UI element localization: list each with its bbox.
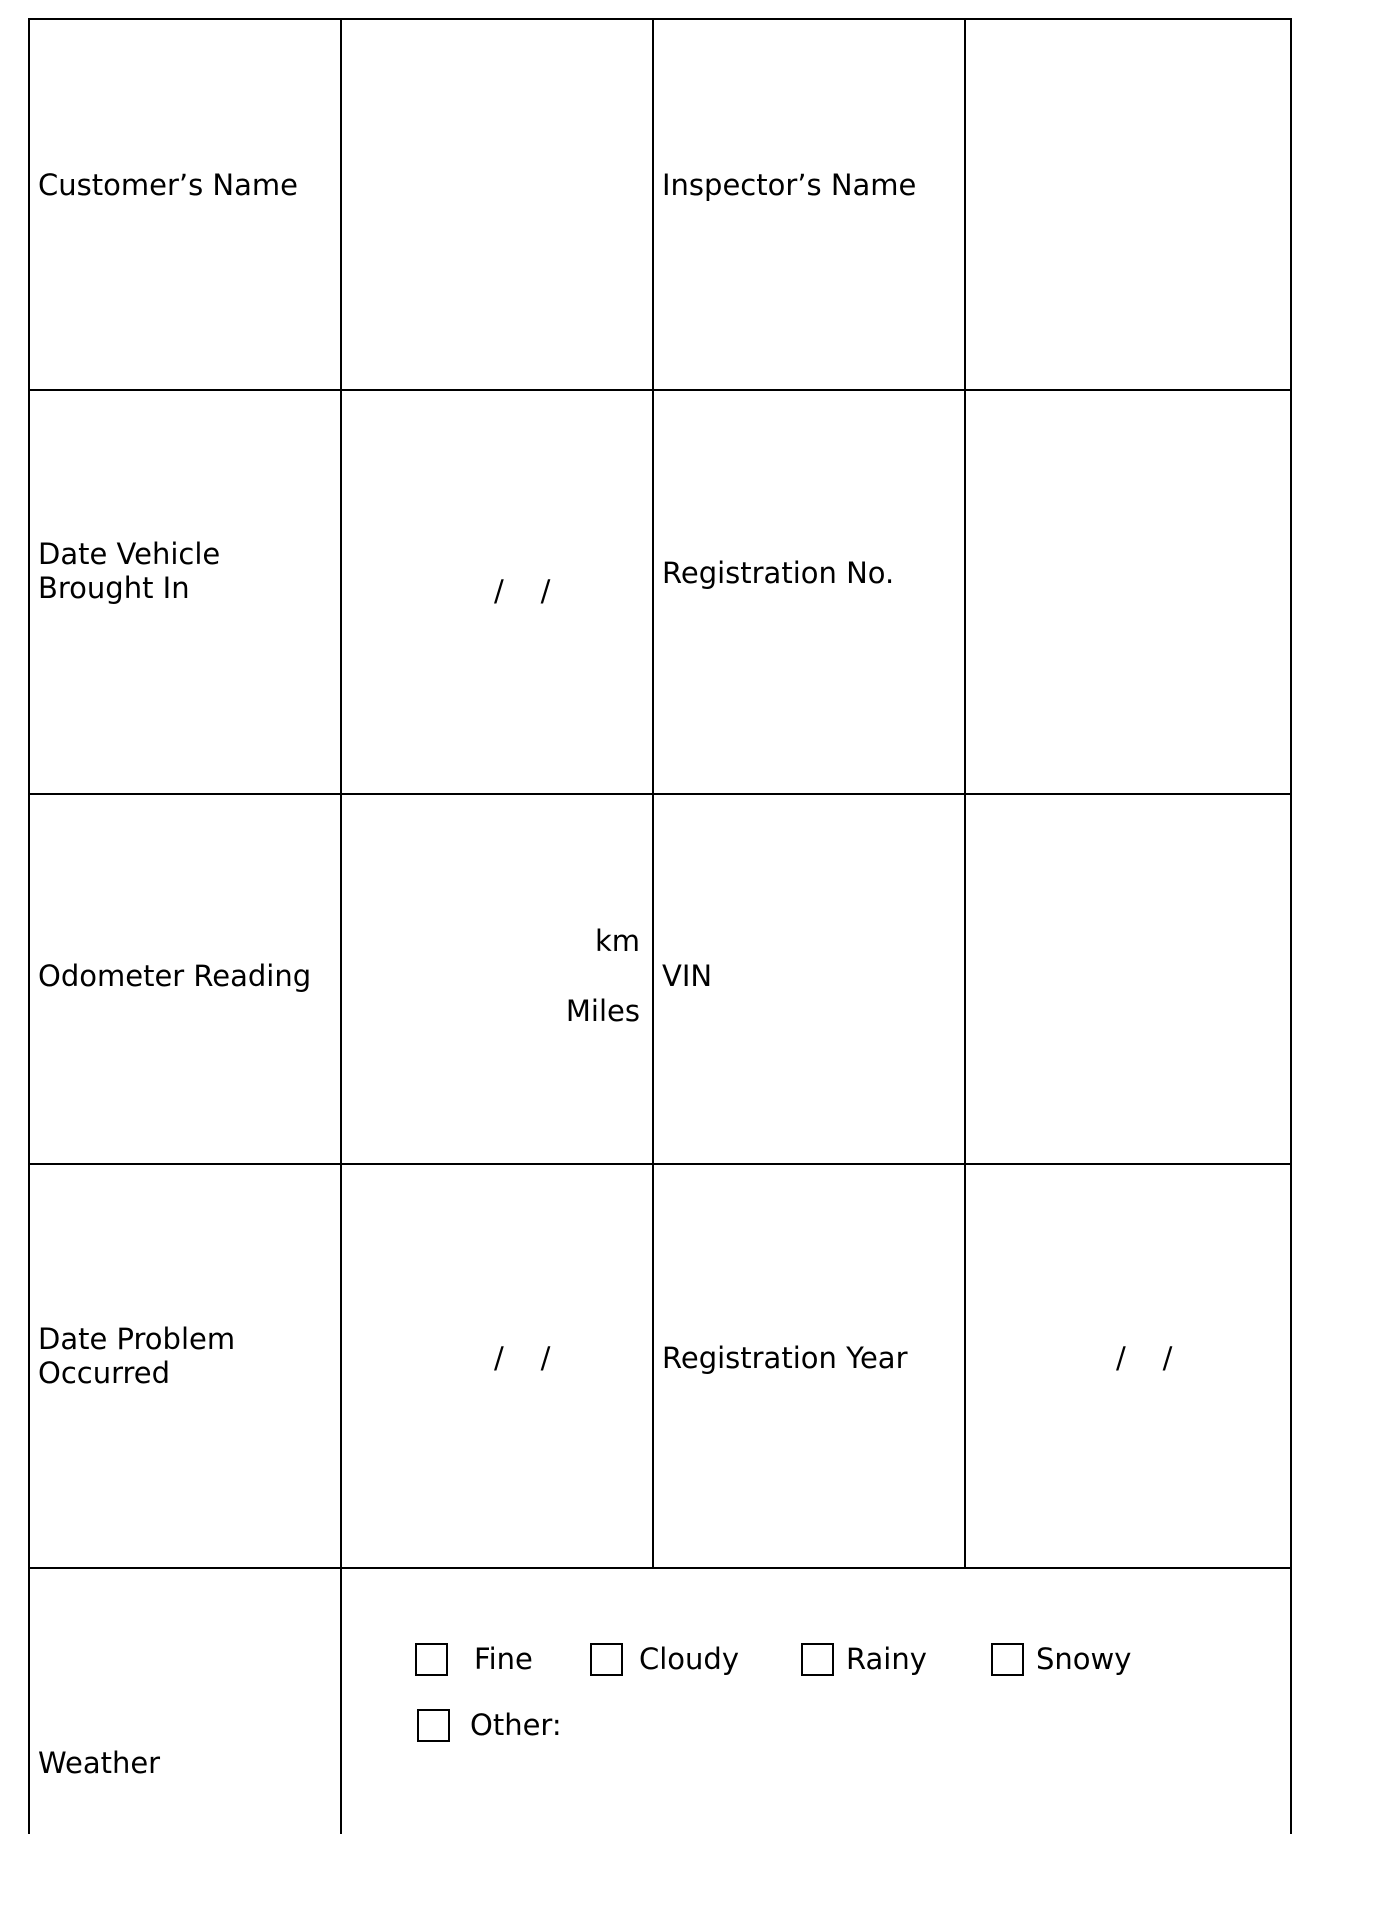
- weather-label: Weather: [38, 1746, 161, 1780]
- odometer-reading-label: Odometer Reading: [38, 959, 312, 993]
- weather-option-label: Rainy: [846, 1642, 927, 1676]
- date-problem-occurred-label-line1: Date Problem: [38, 1322, 236, 1356]
- registration-no-field[interactable]: [966, 391, 1290, 793]
- registration-year-field[interactable]: [966, 1165, 1290, 1567]
- date-vehicle-brought-in-label-line1: Date Vehicle: [38, 537, 221, 571]
- grid-line: [652, 18, 654, 1568]
- date-problem-occurred-field[interactable]: [342, 1165, 652, 1567]
- date-vehicle-brought-in-field[interactable]: [342, 391, 652, 793]
- inspector-name-field[interactable]: [966, 20, 1290, 389]
- date-separators: / /: [494, 1341, 551, 1375]
- odometer-reading-field[interactable]: [342, 795, 652, 1163]
- weather-option-label: Other:: [470, 1708, 562, 1742]
- customer-name-label: Customer’s Name: [38, 168, 298, 202]
- weather-option-label: Fine: [474, 1642, 533, 1676]
- date-separators: / /: [494, 574, 551, 608]
- vin-field[interactable]: [966, 795, 1290, 1163]
- vehicle-inspection-form: [28, 18, 1292, 1834]
- date-problem-occurred-label-line2: Occurred: [38, 1356, 171, 1390]
- weather-option-cloudy[interactable]: [590, 1642, 739, 1676]
- checkbox[interactable]: [590, 1643, 623, 1676]
- checkbox[interactable]: [417, 1709, 450, 1742]
- unit-km: km: [594, 924, 640, 958]
- date-vehicle-brought-in-label-line2: Brought In: [38, 571, 190, 605]
- grid-line: [28, 1567, 1292, 1569]
- inspector-name-label: Inspector’s Name: [662, 168, 917, 202]
- unit-miles: Miles: [565, 994, 640, 1028]
- vin-label: VIN: [662, 959, 713, 993]
- registration-year-label: Registration Year: [662, 1341, 908, 1375]
- customer-name-field[interactable]: [342, 20, 652, 389]
- registration-no-label: Registration No.: [662, 556, 895, 590]
- checkbox[interactable]: [801, 1643, 834, 1676]
- checkbox[interactable]: [991, 1643, 1024, 1676]
- weather-option-label: Cloudy: [639, 1642, 739, 1676]
- weather-option-other[interactable]: [417, 1708, 562, 1742]
- grid-line: [28, 18, 30, 1834]
- grid-line: [1290, 18, 1292, 1834]
- date-separators: / /: [1116, 1341, 1173, 1375]
- weather-option-rainy[interactable]: [801, 1642, 927, 1676]
- checkbox[interactable]: [415, 1643, 448, 1676]
- weather-option-label: Snowy: [1036, 1642, 1132, 1676]
- weather-option-snowy[interactable]: [991, 1642, 1131, 1676]
- weather-option-fine[interactable]: [415, 1642, 533, 1676]
